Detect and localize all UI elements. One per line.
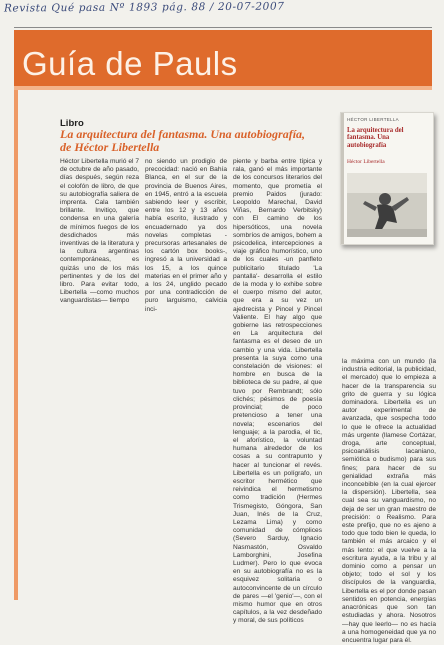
headline-line1: La arquitectura del fantasma. Una autobiografía, xyxy=(60,127,306,141)
article-text-2: no siendo un prodigio de precocidad: nació en Bahía Blanca, en el sur de la provincia de Buenos Aires, en 1945, entró a la escuela sabiendo leer y escribir, entre los 12 y 13 años había escrito, ilustrado y encuadernado ya dos novelas completas -precursoras artesanales de los cartón box books-, ingresó a la universidad a los 15, a los quince materias en el primer año y a los 24, unglido pecado por una contradicción de puro larguismo, calvicia inci- xyxy=(145,158,227,313)
left-margin-bar xyxy=(14,90,18,600)
book-author: HÉCTOR LIBERTELLA xyxy=(347,117,399,122)
headline-line2: de Héctor Libertella xyxy=(60,140,160,154)
book-cover-photo xyxy=(347,173,427,237)
article-text-3: piente y barba entre típica y rala, ganó el más importante de los concursos literarios del momento, que prometía el premio Paidos (jurado: Leopoldo Marechal, David Viñas, Bernardo Verbitsky) con El camino de los hipersóticos, una novela sombríos de amigos, bohem a psicodelica, intercepciones a viaje gráfico humorístico, uno de los cuales -un panfleto publicitario titulado 'La pantalla'- desarrolla el estilo de la moda y lo exhibe sobre el cuerpo mismo del autor, que era a su vez un ajedrecista y Pincel y Pincel Valiente. El hay algo que gobierne las retrospecciones en La arquitectura del fantasma es el deseo de un cambio y una vida. Libertella presenta la suya como una constelación de visiones: el hombre en busca de la biblioteca de su padre, al que tuvo por Rembrandt; sólo clichés; pésimos de poesía provincial; de poco pretencioso a tener una novela; escenarios del lenguaje; a la parodia, el tic, el aforístico, la voluntad humana alrededor de los cosas a su contrapunto y hacer al tuncionar el revés. Libertella es un polígrafo, un escritor hermético que reivindica el hermetismo como tradición (Hermes Trismegisto, Góngora, San Juan, Inés de la Cruz, Lezama Lima) y como comunidad de cómplices (Severo Sarduy, Ignacio Nasmastón, Osvaldo Lamborghini, Josefina Ludmer). Pero lo que evoca en su autobiografía no es la esquivez solitaria o autoconvincente de un círculo de pares —el 'genio'—, con el mismo humor que en otros capítulos, a la vez desdeñado y moral, de sus políticos xyxy=(233,158,322,625)
article-text-1: Héctor Libertella murió el 7 de octubre de año pasado, días después, según reza el colofón de libro, de que su autobiografía saliera de imprenta. Cala también brillante. Invitiço, que condensa en una galería de mínimos fuegos de los desdichados más inventivas de la literatura y la cultura argentinas contemporáneas, es quizás uno de los más pertinentes y de los del libro. Para evitar todo, Libertella —como muchos vanguardistas— tiempo xyxy=(60,158,139,305)
book-title: La arquitectura del fantasma. Una autobiografía xyxy=(347,127,404,149)
book-subtitle: Héctor Libertella xyxy=(347,159,385,165)
page-title: Guía de Pauls xyxy=(22,45,238,82)
top-rule xyxy=(14,27,432,28)
article-column-3 xyxy=(233,158,322,625)
article-text-4: la máxima con un mundo (la industria editorial, la publicidad, el mercado) que lo empieza a hacer de la transparencia su grito de guerra y su lógica dominadora. Libertella es un autor experimental de avanzada, que sospecha todo lo que le ofrece la actualidad más urgente (llamese Cortázar, droga, arte conceptual, psicoanálisis lacaniano, semiótica o budismo) para sus fines; para hacer de su genialidad extraña más inconcebible (en la cual ejercer la dispersión). Libertella, sea cual sea su vanguardismo, no deja de ser un gran maestro de precisión: o Realismo. Para este prefijo, que no es ajeno a todo que todo bien le queda, lo también el más arcaico y el más lento: el que vuelve a la escritura ayuda, a la tribu y al dominio como a pensar un objeto; todo el sol y los discípulos de la vanguardia, Libertella es el por donde pasan sentidos en potencia, energías anacrónicas que son tan estudiadas y ahora. Nosotros —hay que leerlo— no es hacía a una homogeneidad que ya no encuentra lugar para él. xyxy=(342,358,436,644)
article-column-4 xyxy=(342,358,436,644)
handwritten-note: Revista Qué pasa Nº 1893 pág. 88 / 20-07-2007 xyxy=(3,0,285,15)
book-cover-image xyxy=(340,112,434,245)
book-spine xyxy=(341,113,344,244)
article-column-1 xyxy=(60,158,139,305)
section-label: Libro xyxy=(60,118,84,129)
article-column-2 xyxy=(145,158,227,313)
header-stripe xyxy=(14,86,432,90)
